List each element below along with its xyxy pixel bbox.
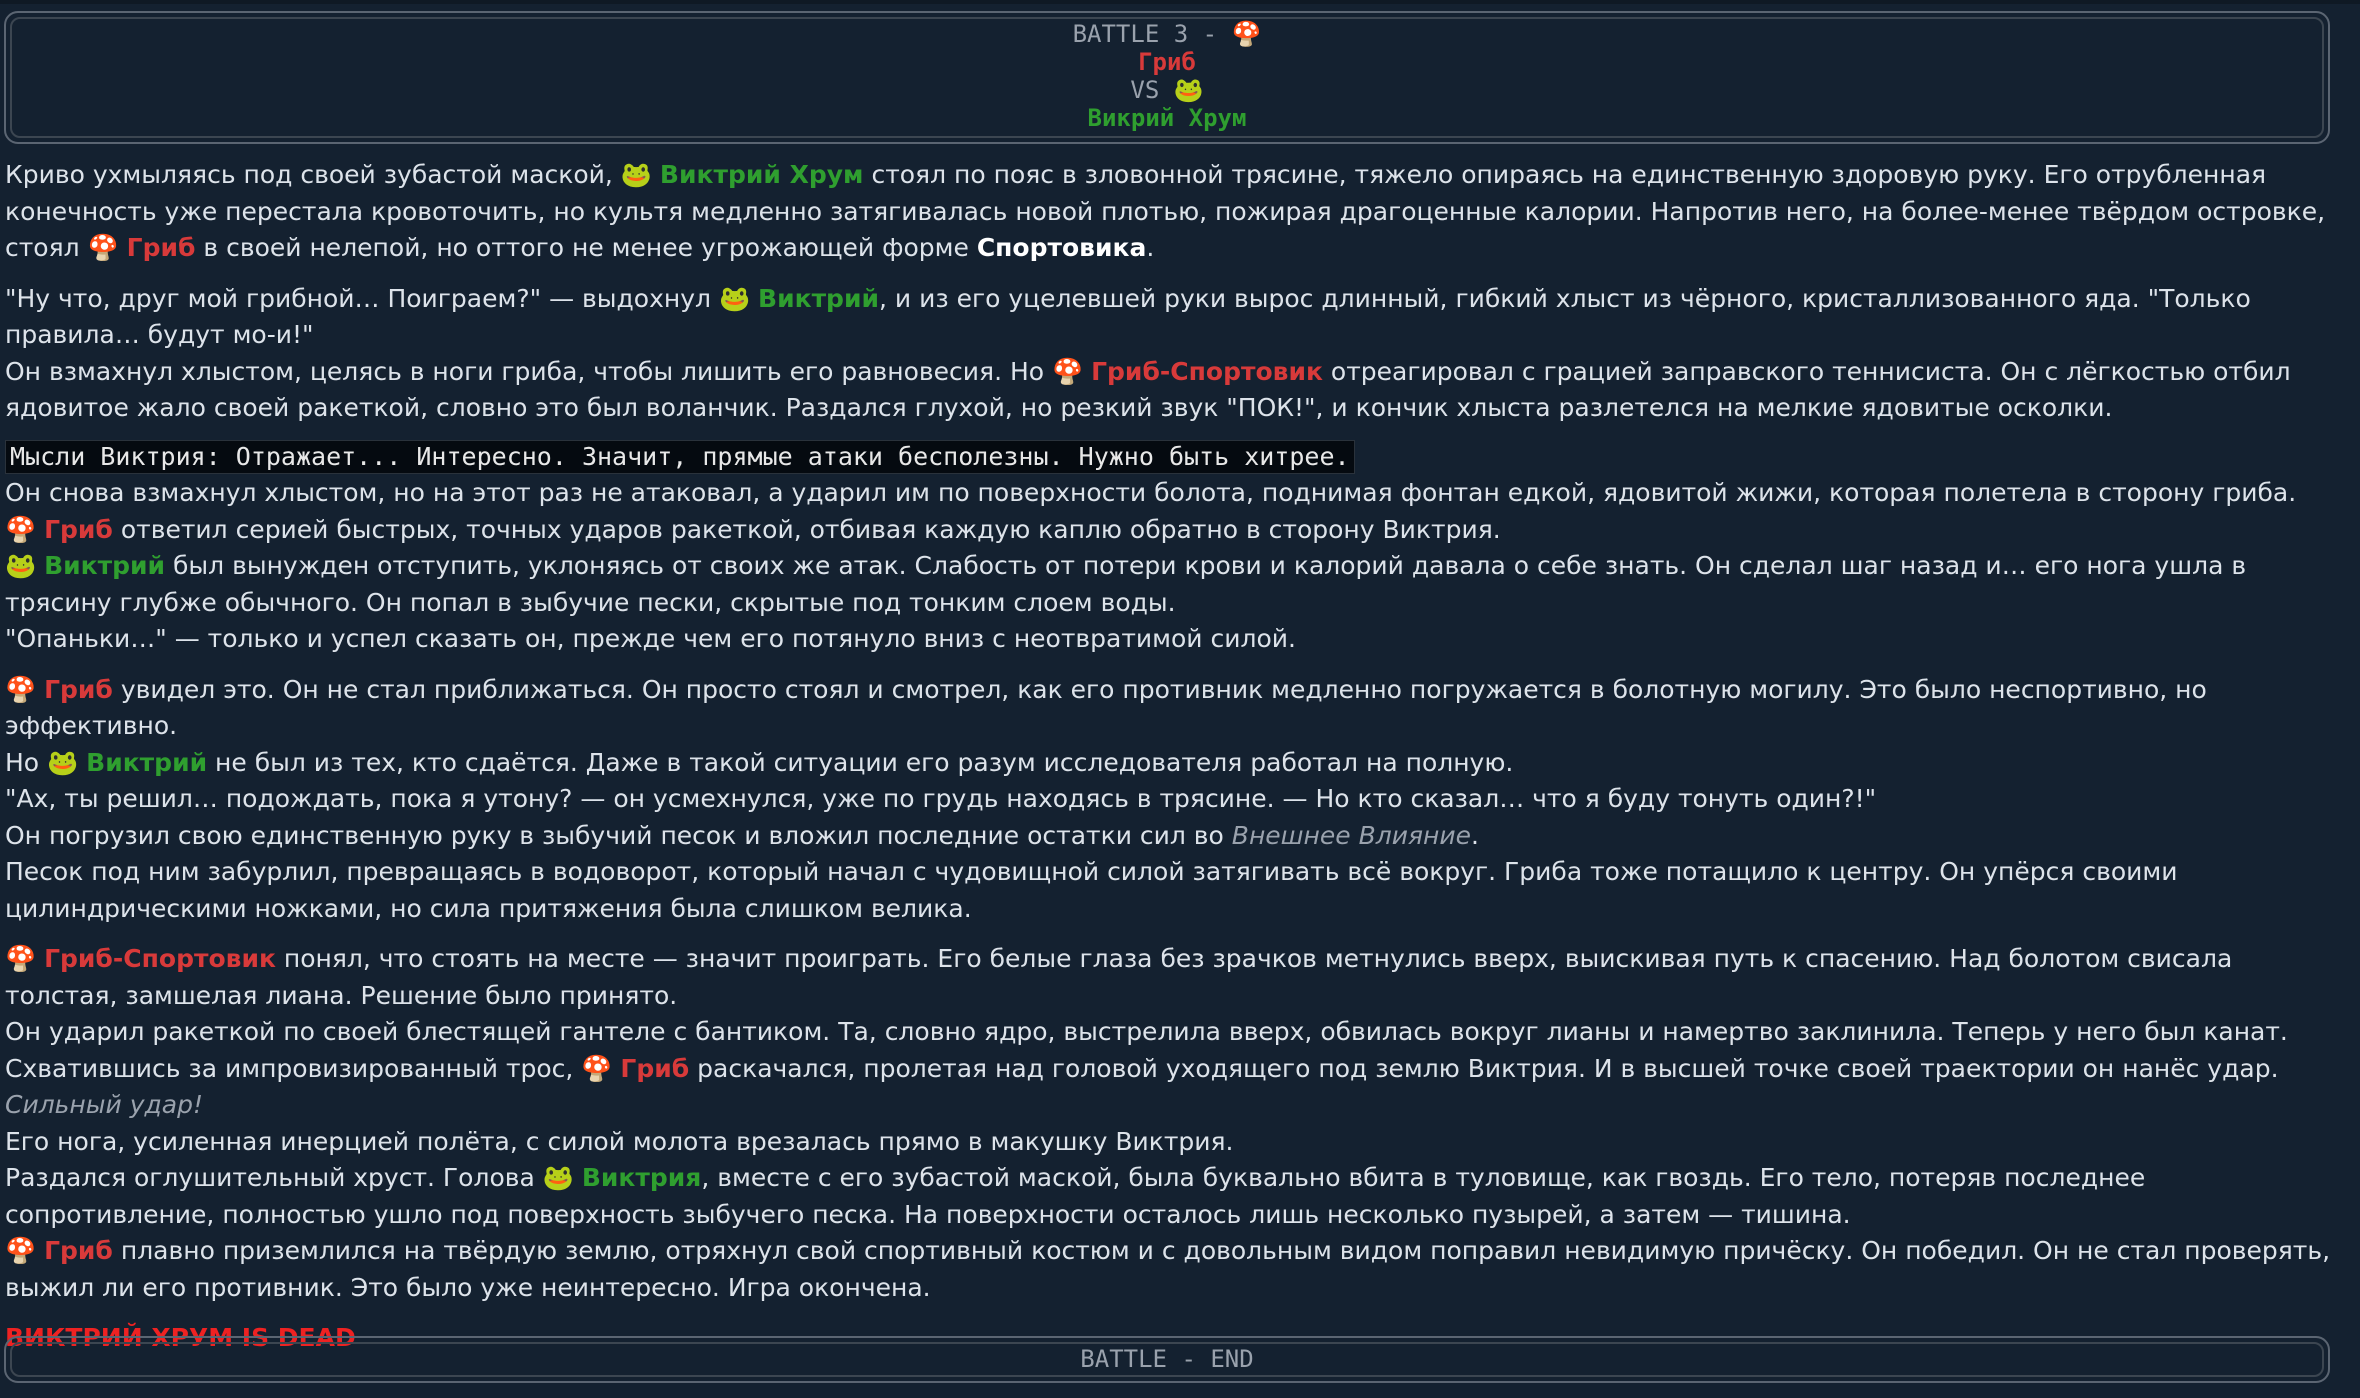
story-paragraph: Раздался оглушительный хруст. Голова 🐸 Виктрия, вместе с его зубастой маской, была буквально вбита в туловище, как гвоздь. Его тело, потеряв последнее сопротивление, полностью ушло под поверхность зыбучего песка. На поверхности осталось лишь несколько пузырей, а затем — тишина. (5, 1163, 2146, 1229)
story-paragraph: Песок под ним забурлил, превращаясь в водоворот, который начал с чудовищной силой затягивать всё вокруг. Гриба тоже потащило к центру. Он упёрся своими цилиндрическими ножками, но сила притяжения была слишком велика. (5, 857, 2178, 923)
frog-icon: 🐸 (718, 283, 751, 313)
mushroom-icon: 🍄 (5, 674, 37, 704)
character-name-mushroom: Гриб (44, 514, 113, 544)
mushroom-icon: 🍄 (1052, 356, 1084, 386)
frog-icon: 🐸 (47, 747, 79, 777)
mushroom-icon: 🍄 (581, 1053, 613, 1083)
thought-block: Мысли Виктрия: Отражает... Интересно. Значит, прямые атаки бесполезны. Нужно быть хитрее. (5, 440, 1355, 474)
strong-hit-label: Сильный удар! (5, 1090, 203, 1119)
mushroom-icon: 🍄 (5, 514, 37, 544)
frog-icon: 🐸 (620, 160, 652, 189)
death-banner: ВИКТРИЙ ХРУМ IS DEAD (5, 1323, 356, 1352)
battle-title-line (6, 20, 2328, 48)
frog-icon: 🐸 (1173, 76, 1204, 104)
vs-line (6, 76, 2328, 104)
story-paragraph: "Ну что, друг мой грибной… Поиграем?" — выдохнул 🐸 Виктрий, и из его уцелевшей руки вырос длинный, гибкий хлыст из чёрного, кристаллизованного яда. "Только правила… будут мо-и!" (5, 283, 2251, 349)
battle-footer (4, 1336, 2330, 1383)
story-paragraph: "Опаньки…" — только и успел сказать он, прежде чем его потянуло вниз с неотвратимой силой. (5, 624, 1296, 653)
story-paragraph: Но 🐸 Виктрий не был из тех, кто сдаётся. Даже в такой ситуации его разум исследователя работал на полную. (5, 747, 1514, 777)
form-name: Спортовика (976, 233, 1147, 262)
mushroom-icon: 🍄 (1231, 20, 1262, 48)
battle-label: BATTLE 3 - (1072, 20, 1218, 48)
story-paragraph: Схватившись за импровизированный трос, 🍄 Гриб раскачался, пролетая над головой уходящего под землю Виктрия. И в высшей точке своей траектории он нанёс удар. (5, 1053, 2279, 1083)
character-name-mushroom: Гриб (44, 1236, 113, 1265)
battle-story (5, 157, 2335, 1357)
character-name-frog: Виктрий (758, 283, 879, 313)
story-paragraph: Он взмахнул хлыстом, целясь в ноги гриба, чтобы лишить его равновесия. Но 🍄 Гриб-Спортовик отреагировал с грацией заправского теннисиста. Он с лёгкостью отбил ядовитое жало своей ракеткой, словно это был воланчик. Раздался глухой, но резкий звук "ПОК!", и кончик хлыста разлетелся на мелкие ядовитые осколки. (5, 356, 2291, 422)
character-name-frog: Виктрий (86, 747, 208, 777)
character-name-mushroom: Гриб-Спортовик (44, 944, 276, 973)
story-paragraph: 🍄 Гриб увидел это. Он не стал приближаться. Он просто стоял и смотрел, как его противник медленно погружается в болотную могилу. Это было неспортивно, но эффективно. (5, 674, 2207, 740)
story-paragraph: Он снова взмахнул хлыстом, но на этот раз не атаковал, а ударил им по поверхности болота, поднимая фонтан едкой, ядовитой жижи, которая полетела в сторону гриба. 🍄 Гриб ответил серией быстрых, точных ударов ракеткой, отбивая каждую каплю обратно в сторону Виктрия. (5, 478, 2297, 544)
character-name-mushroom: Гриб (620, 1053, 690, 1083)
fighter1-name: Гриб (1138, 48, 1196, 76)
story-paragraph: Он ударил ракеткой по своей блестящей гантеле с бантиком. Та, словно ядро, выстрелила вверх, обвилась вокруг лианы и намертво заклинила. Теперь у него был канат. (5, 1017, 2288, 1046)
character-name-frog: Виктрий (44, 551, 166, 580)
story-paragraph: Он погрузил свою единственную руку в зыбучий песок и вложил последние остатки сил во Внешнее Влияние. (5, 820, 1479, 850)
character-name-mushroom: Гриб-Спортовик (1091, 356, 1323, 386)
character-name-mushroom: Гриб (44, 674, 113, 704)
vs-label: VS (1130, 76, 1160, 104)
story-paragraph: 🐸 Виктрий был вынужден отступить, уклоняясь от своих же атак. Слабость от потери крови и калорий давала о себе знать. Он сделал шаг назад и… его нога ушла в трясину глубже обычного. Он попал в зыбучие пески, скрытые под тонким слоем воды. (5, 551, 2247, 617)
character-name-frog: Виктрий Хрум (659, 160, 864, 189)
fighter2-name: Викрий Хрум (1087, 104, 1247, 132)
battle-header (4, 11, 2330, 144)
character-name-mushroom: Гриб (126, 233, 196, 262)
battle-end-label: BATTLE - END (1080, 1345, 1254, 1373)
ability-name: Внешнее Влияние (1231, 820, 1471, 850)
mushroom-icon: 🍄 (5, 1236, 37, 1265)
story-paragraph: Его нога, усиленная инерцией полёта, с силой молота врезалась прямо в макушку Виктрия. (5, 1126, 1234, 1156)
mushroom-icon: 🍄 (5, 944, 37, 973)
story-paragraph: 🍄 Гриб плавно приземлился на твёрдую землю, отряхнул свой спортивный костюм и с довольным видом поправил невидимую причёску. Он победил. Он не стал проверять, выжил ли его противник. Это было уже неинтересно. Игра окончена. (5, 1236, 2331, 1302)
character-name-frog: Виктрия (581, 1163, 702, 1192)
story-paragraph: Криво ухмыляясь под своей зубастой маской, 🐸 Виктрий Хрум стоял по пояс в зловонной трясине, тяжело опираясь на единственную здоровую руку. Его отрубленная конечность уже перестала кровоточить, но культя медленно затягивалась новой плотью, пожирая драгоценные калории. Напротив него, на более-менее твёрдом островке, стоял 🍄 Гриб в своей нелепой, но оттого не менее угрожающей форме Спортовика. (5, 160, 2326, 262)
frog-icon: 🐸 (542, 1163, 574, 1192)
story-paragraph: "Ах, ты решил… подождать, пока я утону? — он усмехнулся, уже по грудь находясь в трясине. — Но кто сказал… что я буду тонуть один?!" (5, 784, 1877, 813)
top-scroll-strip (0, 0, 2360, 4)
mushroom-icon: 🍄 (87, 233, 119, 262)
frog-icon: 🐸 (5, 551, 37, 580)
story-paragraph: 🍄 Гриб-Спортовик понял, что стоять на месте — значит проиграть. Его белые глаза без зрачков метнулись вверх, выискивая путь к спасению. Над болотом свисала толстая, замшелая лиана. Решение было принято. (5, 944, 2233, 1010)
